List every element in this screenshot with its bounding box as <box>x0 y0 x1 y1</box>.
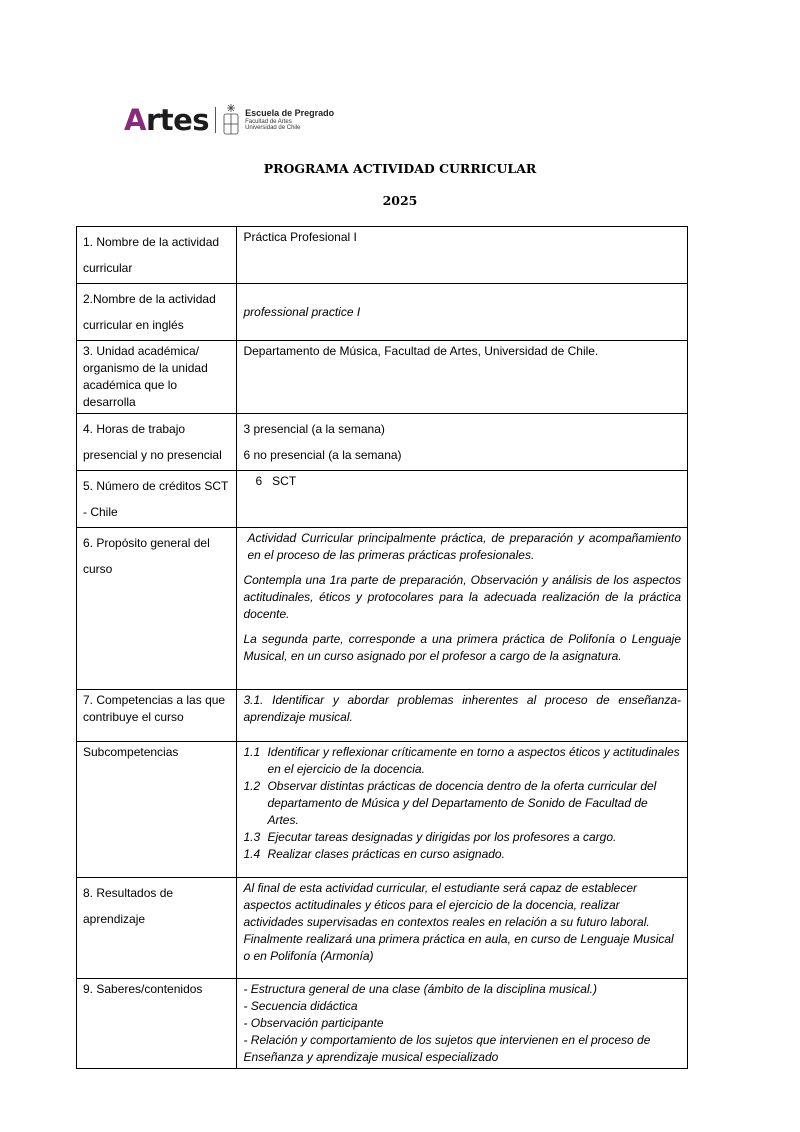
proposito-paragraph-3: La segunda parte, corresponde a una primera práctica de Polifonía o Lenguaje Musical, en un curso asignado por el profesor a cargo de la asignatura. <box>243 632 681 663</box>
item-number: 1.1 <box>243 745 261 759</box>
value-nombre-ingles: professional practice I <box>237 284 688 341</box>
list-item: - Observación participante <box>243 1016 384 1030</box>
row-proposito <box>77 528 688 690</box>
logo-school: Escuela de Pregrado <box>245 108 335 118</box>
row-saberes <box>77 979 688 1069</box>
value-creditos: 6 SCT <box>237 471 688 528</box>
list-item <box>243 778 681 829</box>
label-creditos-line1: 5. Número de créditos SCT <box>83 479 229 493</box>
university-seal-icon <box>222 103 240 137</box>
label-nombre-line2: curricular <box>83 261 133 275</box>
label-nombre <box>77 227 237 284</box>
row-competencias <box>77 690 688 742</box>
label-horas <box>77 414 237 471</box>
logo-faculty: Facultad de Artes <box>245 119 292 125</box>
artes-logo <box>124 100 334 140</box>
value-competencias: 3.1. Identificar y abordar problemas inherentes al proceso de enseñanza-aprendizaje musical. <box>237 690 688 742</box>
label-nombre-ingles <box>77 284 237 341</box>
list-item: - Relación y comportamiento de los sujetos que intervienen en el proceso de Enseñanza y aprendizaje musical especializado <box>243 1033 651 1064</box>
row-nombre-ingles <box>77 284 688 341</box>
page-year: 2025 <box>382 193 418 208</box>
row-nombre <box>77 227 688 284</box>
label-saberes: 9. Saberes/contenidos <box>77 979 237 1069</box>
item-text: Identificar y reflexionar críticamente en torno a aspectos éticos y actitudinales en el ejercicio de la docencia. <box>267 745 680 776</box>
label-subcompetencias: Subcompetencias <box>77 742 237 878</box>
value-unidad: Departamento de Música, Facultad de Artes, Universidad de Chile. <box>237 341 688 414</box>
saberes-list <box>243 981 681 1066</box>
row-subcompetencias <box>77 742 688 878</box>
proposito-paragraph-1: Actividad Curricular principalmente práctica, de preparación y acompañamiento en el proceso de las primeras prácticas profesionales. <box>247 531 681 562</box>
label-proposito-line1: 6. Propósito general del <box>83 536 210 550</box>
program-table <box>76 226 688 1069</box>
list-item: - Estructura general de una clase (ámbito de la disciplina musical.) <box>243 982 597 996</box>
row-resultados <box>77 878 688 979</box>
logo-text <box>245 109 334 131</box>
label-resultados <box>77 878 237 979</box>
label-proposito-line2: curso <box>83 562 113 576</box>
row-creditos <box>77 471 688 528</box>
item-number: 1.3 <box>243 830 261 844</box>
row-horas <box>77 414 688 471</box>
item-number: 1.2 <box>243 779 261 793</box>
item-text: Ejecutar tareas designadas y dirigidas por los profesores a cargo. <box>267 830 617 844</box>
label-creditos-line2: - Chile <box>83 505 118 519</box>
subcompetencias-list <box>243 744 681 863</box>
value-saberes <box>237 979 688 1069</box>
value-resultados: Al final de esta actividad curricular, el estudiante será capaz de establecer aspectos actitudinales y éticos para el ejercicio de la docencia, realizar actividades supervisadas en contextos reales en relación a su futuro laboral. Finalmente realizará una primera práctica en aula, en curso de Lenguaje Musical o en Polifonía (Armonía) <box>237 878 688 979</box>
page-title: PROGRAMA ACTIVIDAD CURRICULAR <box>263 161 537 176</box>
label-competencias: 7. Competencias a las que contribuye el curso <box>77 690 237 742</box>
label-unidad: 3. Unidad académica/ organismo de la unidad académica que lo desarrolla <box>77 341 237 414</box>
value-horas-presencial: 3 presencial (a la semana) <box>243 422 385 436</box>
logo-wordmark: Artes <box>124 103 210 137</box>
value-nombre: Práctica Profesional I <box>237 227 688 284</box>
label-resultados-line1: 8. Resultados de <box>83 886 174 900</box>
value-proposito <box>237 528 688 690</box>
list-item <box>243 744 681 778</box>
logo-separator <box>215 107 216 133</box>
proposito-paragraph-2: Contempla una 1ra parte de preparación, Observación y análisis de los aspectos actitudinales, éticos y protocolares para la adecuada realización de la práctica docente. <box>243 573 681 621</box>
logo-university: Universidad de Chile <box>245 125 301 131</box>
label-nombre-ingles-line1: 2.Nombre de la actividad <box>83 292 216 306</box>
value-horas <box>237 414 688 471</box>
label-proposito <box>77 528 237 690</box>
item-number: 1.4 <box>243 847 261 861</box>
label-nombre-ingles-line2: curricular en inglés <box>83 318 184 332</box>
label-nombre-line1: 1. Nombre de la actividad <box>83 235 220 249</box>
label-creditos <box>77 471 237 528</box>
label-horas-line1: 4. Horas de trabajo <box>83 422 186 436</box>
row-unidad <box>77 341 688 414</box>
label-resultados-line2: aprendizaje <box>83 912 146 926</box>
list-item: - Secuencia didáctica <box>243 999 358 1013</box>
value-subcompetencias <box>237 742 688 878</box>
item-text: Observar distintas prácticas de docencia dentro de la oferta curricular del departamento de Música y del Departamento de Sonido de Facultad de Artes. <box>267 779 657 827</box>
list-item <box>243 829 681 846</box>
value-horas-no-presencial: 6 no presencial (a la semana) <box>243 448 402 462</box>
list-item <box>243 846 681 863</box>
label-horas-line2: presencial y no presencial <box>83 448 222 462</box>
item-text: Realizar clases prácticas en curso asignado. <box>267 847 505 861</box>
